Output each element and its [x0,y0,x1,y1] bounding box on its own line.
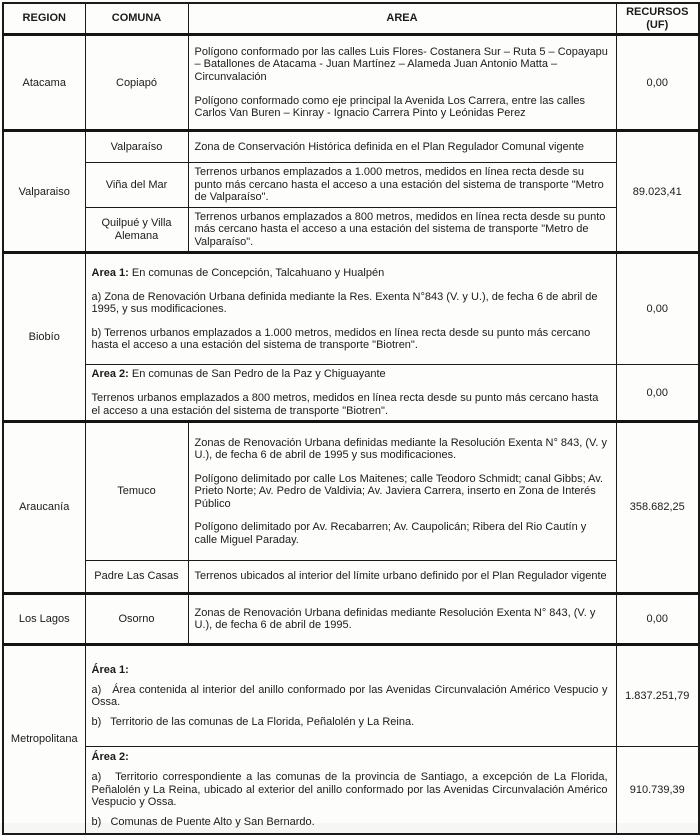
recursos-cell-araucania: 358.682,25 [616,422,699,594]
area-paragraph: Polígono conformado como eje principal la Avenida Los Carrera, entre las calles Carlos Van Buren – Kinray - Ignacio Carrera Pinto y Leónidas Perez [194,94,586,120]
area-paragraph: Zona de Conservación Histórica definida en el Plan Regulador Comunal vigente [194,141,585,154]
table-row [3,594,699,645]
recursos-cell-metropolitana-area2: 910.739,39 [616,747,699,834]
region-cell-metropolitana: Metropolitana [3,645,85,834]
area-cell-valparaiso [188,131,616,163]
table-row [3,365,699,422]
region-cell-valparaiso: Valparaiso [3,131,85,253]
recursos-cell-metropolitana-area1: 1.837.251,79 [616,645,699,747]
table-row [3,645,699,747]
comuna-cell-copiapo: Copiapó [85,35,188,131]
region-cell-araucania: Araucanía [3,422,85,594]
area-intro: En comunas de Concepción, Talcahuano y Hualpén [128,267,385,280]
region-cell-atacama: Atacama [3,35,85,131]
col-header-recursos-line1: RECURSOS [626,6,689,18]
area-cell-copiapo [188,35,616,131]
area-cell-osorno [188,594,616,645]
col-header-region: REGION [3,3,85,35]
area-cell-metropolitana-area2 [85,747,616,834]
area-intro: En comunas de San Pedro de la Paz y Chiguayante [128,368,386,381]
region-cell-biobio: Biobío [3,253,85,422]
area-paragraph: a) Territorio correspondiente a las comunas de la provincia de Santiago, a excepción de La Florida, Peñalolén y La Reina, ubicado al exterior del anillo conformado por las Avenidas Circunvalación Américo Vespucio y Ossa. [91,771,608,809]
area-cell-biobio-area2 [85,365,616,422]
comuna-cell-vina-del-mar: Viña del Mar [85,163,188,208]
area-cell-biobio-area1 [85,253,616,365]
table-row [3,35,699,131]
recursos-cell-los-lagos: 0,00 [616,594,699,645]
area-paragraph: Terrenos urbanos emplazados a 800 metros, medidos en línea recta desde su punto más cercano hasta el acceso a una estación del sistema de transporte "Biotren". [91,392,599,417]
comuna-cell-osorno: Osorno [85,594,188,645]
area-cell-temuco [188,422,616,561]
area-cell-quilpue-villa-alemana [188,207,616,253]
area-paragraph: Terrenos urbanos emplazados a 1.000 metros, medidos en línea recta desde su punto más cercano hasta el acceso a una estación del sistema de transporte "Metro de Valparaíso". [194,166,604,204]
recursos-cell-biobio-area2: 0,00 [616,365,699,422]
col-header-recursos-line2: (UF) [646,18,669,31]
table-row [3,422,699,561]
area-paragraph: Terrenos ubicados al interior del límite urbano definido por el Plan Regulador vigente [194,570,607,583]
area-paragraph: a) Zona de Renovación Urbana definida mediante la Res. Exenta N°843 (V. y U.), de fecha 6 de abril de 1995, y sus modificaciones. [91,290,598,316]
area-cell-metropolitana-area1 [85,645,616,747]
area-cell-vina-del-mar [188,163,616,208]
col-header-area: AREA [188,3,616,35]
recursos-cell-biobio-area1: 0,00 [616,253,699,365]
comuna-cell-padre-las-casas: Padre Las Casas [85,561,188,594]
table-row [3,747,699,834]
area-paragraph: Terrenos urbanos emplazados a 800 metros, medidos en línea recta desde su punto más cercano hasta el acceso a una estación del sistema de transporte "Metro de Valparaíso". [194,210,606,248]
table-row [3,163,699,208]
area-label: Area 2: [91,368,129,381]
col-header-recursos [616,3,699,35]
table-row [3,131,699,163]
col-header-comuna: COMUNA [85,3,188,35]
area-paragraph [92,368,608,381]
recursos-cell-atacama: 0,00 [616,35,699,131]
comuna-cell-temuco: Temuco [85,422,188,561]
area-label: Area 1: [91,267,129,280]
area-paragraph: b) Territorio de las comunas de La Florida, Peñalolén y La Reina. [91,715,415,728]
area-paragraph: b) Terrenos urbanos emplazados a 1.000 metros, medidos en línea recta desde su punto más cercano hasta el acceso a una estación del sistema de transporte "Biotren". [91,326,591,352]
area-cell-padre-las-casas [188,561,616,594]
area-paragraph: Polígono conformado por las calles Luis Flores- Costanera Sur – Ruta 5 – Copayapu – Batallones de Atacama - Juan Martínez – Alameda Juan Antonio Matta – Circunvalación [194,45,608,84]
area-paragraph: b) Comunas de Puente Alto y San Bernardo. [91,815,315,828]
area-paragraph: Zonas de Renovación Urbana definidas mediante la Resolución Exenta N° 843, (V. y U.), de fecha 6 de abril de 1995 y sus modificaciones. [194,436,607,462]
table-row [3,207,699,253]
area-paragraph: Polígono delimitado por calle Los Maitenes; calle Teodoro Schmidt; canal Gibbs; Av. Prieto Norte; Av. Pedro de Valdivia; Av. Javiera Carrera, inserto en Zona de Interés Público [194,472,603,510]
area-paragraph: Polígono delimitado por Av. Recabarren; Av. Caupolicán; Ribera del Rio Cautín y calle Miguel Paraday. [194,521,587,546]
table-row [3,253,699,365]
table-header-row [3,3,699,35]
region-cell-los-lagos: Los Lagos [3,594,85,645]
comuna-cell-quilpue-villa-alemana: Quilpué y Villa Alemana [85,207,188,253]
area-paragraph: a) Área contenida al interior del anillo conformado por las Avenidas Circunvalación Américo Vespucio y Ossa. [91,683,608,709]
recursos-cell-valparaiso: 89.023,41 [616,131,699,253]
comuna-cell-valparaiso: Valparaíso [85,131,188,163]
area-label: Área 2: [91,751,129,764]
resources-table [2,2,700,835]
area-paragraph [92,267,608,280]
table-row [3,561,699,594]
area-label: Área 1: [91,664,129,676]
area-paragraph: Zonas de Renovación Urbana definidas mediante Resolución Exenta N° 843, (V. y U.), de fecha 6 de abril de 1995. [194,606,596,632]
